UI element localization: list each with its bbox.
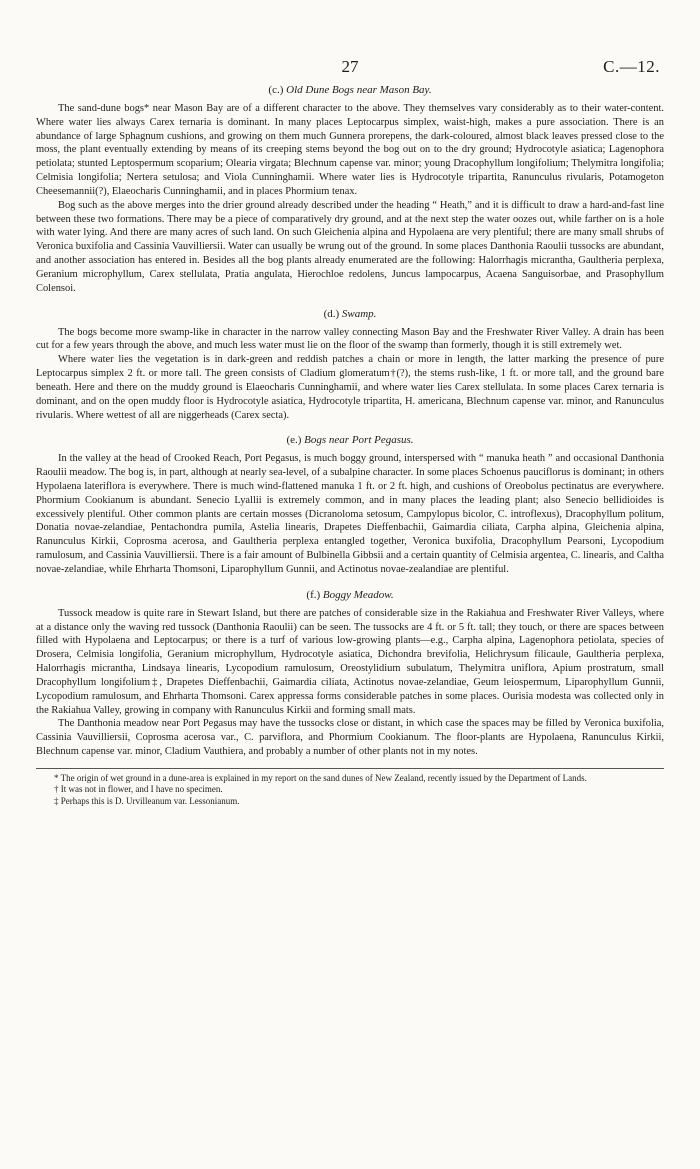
section-ref: (d.): [323, 307, 340, 320]
section-title: Old Dune Bogs near Mason Bay.: [286, 84, 432, 96]
paragraph: In the valley at the head of Crooked Reach, Port Pegasus, is much boggy ground, interspersed with “ manuka heath ” and occasional Danthonia Raoulii meadow. The bog is, in part, although at nearly sea-level, of a subalpine character. In some places Schoenus pauciflorus is dominant; in others Hypolaena lateriflora is everywhere. There is much wind-flattened manuka 1 ft. or 2 ft. high, and cushions of Oreobolus pectinatus are everywhere. Phormium Cookianum is abundant. Senecio Lyallii is extremely common, and in many places the leading plant; also Senecio bellidioides is excessively plentiful. Other common plants are certain mosses (Dicranoloma setosum, Campylopus bicolor, C. introflexus), Dracophyllum politum, Donatia novae-zelandiae, Pentachondra pumila, Astelia linearis, Drapetes Dieffenbachii, Gaimardia ciliata, Carpha alpina, Gleichenia alpina, Ranunculus Kirkii, Coprosma acerosa, and Gaultheria perplexa entangled together, Veronica buxifolia, Dracophyllum Pearsoni, Lycopodium ramulosum, and Cassinia Vauvilliersii. There is a fair amount of Bulbinella Gibbsii and a certain quantity of Celmisia argentea, C. linearis, and Caltha novae-zelandiae, while Ehrharta Thomsoni, Liparophyllum Gunnii, and Actinotus novae-zealandiae are plentiful.: [36, 453, 664, 575]
paragraph: Where water lies the vegetation is in dark-green and reddish patches a chain or more in length, the latter marking the presence of pure Leptocarpus simplex 2 ft. or more tall. The green consists of Cladium glomeratum†(?), the stems rush-like, 1 ft. or more tall, and the ground bare beneath. Here and there on the muddy ground is Elaeocharis Cunninghamii, and where water lies Carex stellulata. In some places Carex ternaria is dominant, and on the open muddy floor is Hydrocotyle asiatica, Hydrocotyle tripartita, H. americana, Blechnum capense var. minor, and Ranunculus rivularis. Where wettest of all are niggerheads (Carex secta).: [36, 354, 664, 421]
section-ref: (f.): [306, 588, 321, 601]
page-content: [36, 84, 664, 807]
section-title: Bogs near Port Pegasus.: [304, 434, 414, 447]
section-heading: [36, 84, 664, 98]
paragraph: The sand-dune bogs* near Mason Bay are of a different character to the above. They themselves vary considerably as to their water-content. Where water lies always Carex ternaria is dominant. In many places Leptocarpus simplex, waist-high, makes a pure association. There is an abundance of large Sphagnum cushions, and growing on them much Gunnera prorepens, the dark-coloured, almost black leaves pressed close to the moss, the plant eventually extending by means of its creeping stems beyond the bog out on to the dry ground; Hydrocotyle asiatica; Lagenophora petiolata; stunted Leptospermum scoparium; Olearia virgata; Blechnum capense var. minor; young Dracophyllum longifolium; Thelymitra longifolia; Celmisia longifolia; Nertera setulosa; and Viola Cunninghamii. Where water lies is Hydrocotyle tripartita, Ranunculus rivularis, Potamogeton Cheesemannii(?), Elaeocharis Cunninghamii, and in places Phormium tenax.: [36, 102, 664, 197]
paragraph: Tussock meadow is quite rare in Stewart Island, but there are patches of considerable size in the Rakiahua and Freshwater River Valleys, where at a distance only the waving red tussock (Danthonia Raoulii) can be seen. The tussocks are 4 ft. or 5 ft. tall; they touch, or there are spaces between filled with Hypolaena and Leptocarpus; or there is a turf of various low-growing plants—e.g., Carpha alpina, Lagenophora petiolata, species of Drosera, Celmisia longifolia, Geranium microphyllum, Hydrocotyle asiatica, Dichondra brevifolia, Helichrysum filicaule, Gaultheria perplexa, Halorrhagis micrantha, Lindsaya linearis, Lycopodium ramulosum, Oreostylidium subulatum, Thelymitra uniflora, Apium prostratum, small Dracophyllum longifolium‡, Drapetes Dieffenbachii, Gaimardia ciliata, Actinotus novae-zelandiae, Geum leiospermum, Liparophyllum Gunnii, Lycopodium ramulosum, and Ehrharta Thomsoni. Carex appressa forms considerable patches in some places. Ourisia modesta was collected only in the Rakiahua Valley, growing in company with Ranunculus Kirkii and forming small mats.: [36, 607, 664, 716]
section-heading: [36, 589, 664, 603]
paragraph: Bog such as the above merges into the drier ground already described under the heading “ Heath,” and it is difficult to draw a hard-and-fast line between these two formations. There may be a piece of comparatively dry ground, and at the next step the water oozes out, while farther on is a hole with water lying. And there are many acres of such land. On such Gleichenia alpina and Hypolaena are very plentiful; there are many small shrubs of Veronica buxifolia and Cassinia Vauvilliersii. Water can usually be wrung out of the ground. In some places Danthonia Raoulii tussocks are abundant, and another association has entered in. Besides all the bog plants already enumerated are the following: Halorrhagis micrantha, Gaultheria perplexa, Geranium microphyllum, Carex stellulata, Pratia angulata, Hierochloe redolens, Juncus lampocarpus, Acaena Sanguisorbae, and Prasophyllum Colensoi.: [36, 199, 664, 294]
footnote: † It was not in flower, and I have no specimen.: [54, 784, 223, 795]
section-heading: [36, 434, 664, 448]
section-title: Swamp.: [341, 307, 377, 320]
page-number: 27: [341, 57, 359, 76]
footnote: ‡ Perhaps this is D. Urvilleanum var. Lessonianum.: [54, 795, 240, 806]
section-heading: [36, 308, 664, 322]
section-ref: (c.): [268, 84, 284, 96]
section-ref: (e.): [286, 434, 302, 447]
page-reference: C.—12.: [603, 57, 660, 76]
footnote: * The origin of wet ground in a dune-area is explained in my report on the sand dunes of New Zealand, recently issued by the Department of Lands.: [54, 772, 587, 783]
section-title: Boggy Meadow.: [322, 588, 394, 601]
paragraph: The bogs become more swamp-like in character in the narrow valley connecting Mason Bay and the Freshwater River Valley. A drain has been cut for a few years through the above, and much less water must lie on the floor of the swamp than formerly, though it is still extremely wet.: [36, 326, 664, 352]
footnotes: [36, 768, 664, 808]
paragraph: The Danthonia meadow near Port Pegasus may have the tussocks close or distant, in which case the spaces may be filled by Veronica buxifolia, Cassinia Vauvilliersii, Coprosma acerosa var., C. parviflora, and Phormium Cookianum. The floor-plants are Hypolaena, Ranunculus Kirkii, Blechnum capense var. minor, Cladium Vauthiera, and probably a number of other plants not in my notes.: [36, 718, 664, 758]
